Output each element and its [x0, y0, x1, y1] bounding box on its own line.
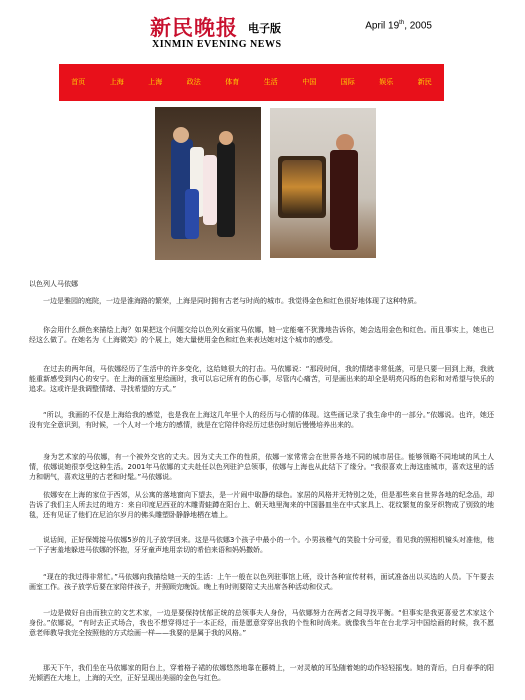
article-paragraph: 在过去的两年间，马依娜经历了生活中的许多变化，这给她很大的打击。马依娜说：“那段时间，我的情绪非常低落，可是只要一回到上海，我就能重新感受到内心的安宁。在上海的画室里绘画时，我可以忘记所有的伤心事，尽管内心痛苦，可是画出来的却全是明亮闪烁的色彩和对希望与快乐的追求。这或许是我调整情绪、寻找希望的方式。” — [29, 365, 494, 393]
nav-item-xinmin[interactable]: 新民 — [417, 78, 432, 86]
nav-item-home[interactable]: 首页 — [71, 78, 86, 86]
nav-item-life[interactable]: 生活 — [263, 78, 278, 86]
article-paragraph: “所以，我画的不仅是上海给我的感觉，也是我在上海这几年里个人的经历与心情的体现。这些画记录了我生命中的一部分。”依娜说。也许，她还没有完全意识到，有时候，一个人对一个地方的感情，就是在它陪伴你经历过悲伤时刻后慢慢培养出来的。 — [29, 411, 494, 429]
nav-item-shanghai-2[interactable]: 上海 — [148, 78, 163, 86]
nav-item-sports[interactable]: 体育 — [225, 78, 240, 86]
family-photo-icon — [155, 107, 261, 260]
article-paragraph: 那天下午，我们坐在马依娜家的阳台上，穿着格子裙的依娜悠然地靠在藤椅上，一对灵敏的耳坠随着她的动作轻轻摇曳。她的背后，白月春季的阳光倾洒在大地上，上海的天空，正好呈现出美丽的金色与红色。 — [29, 664, 494, 682]
masthead-edition: 电子版 — [248, 22, 281, 35]
nav-item-law[interactable]: 政法 — [186, 78, 201, 86]
article-paragraph: 身为艺术家的马依娜，有一个被外交官的丈夫。因为丈夫工作的性质，依娜一家常常会在世界各地不同的城市居住。能够领略不同地域的风土人情，依娜说她很享受这种生活。2001年马依娜的丈夫赴任以色列驻沪总领事，依娜与上海也从此结下了缘分。“我很喜欢上海这座城市，喜欢这里的活力和朝气，喜欢这里的古老和时髦。”马依娜说。 — [29, 453, 494, 481]
nav-item-entertainment[interactable]: 娱乐 — [379, 78, 394, 86]
masthead-subtitle: XINMIN EVENING NEWS — [152, 39, 282, 50]
masthead-title: 新民晚报 — [150, 15, 238, 40]
artist-painting-photo-icon — [270, 108, 376, 258]
masthead-logo[interactable] — [150, 12, 290, 54]
section-nav-bar — [59, 64, 444, 101]
article-caption: 以色列人马依娜 — [29, 280, 78, 288]
article-paragraph: 依娜安在上海的家位于西郊，从公寓的落地窗向下望去，是一片闹中取静的绿色。家居的风格并无特别之处，但是那些来自世界各地的纪念品，却告诉了我们主人所去过的地方：来自印度尼西亚的木雕青蛙蹲在阳台上、朝天地里淘来的中国器皿坐在中式家具上、花纹繁复的象牙织物成了别致的地毯，还有见证了他们在尼泊尔岁月的佛头雕塑卧静静地栖在墙上。 — [29, 491, 494, 519]
issue-date: April 19th, 2005 — [365, 20, 432, 32]
nav-item-shanghai[interactable]: 上海 — [109, 78, 124, 86]
article-paragraph: “现在的我过得非常忙。”马依娜向我描绘她一天的生活：上午一般在以色列驻事馆上班，设计各种宣传材料，面试准备出以买选的人员。下午要去画室工作。孩子放学后要在家陪伴孩子，并照顾完晚饭。晚上有时则要陪丈夫出席各种活动和仪式。 — [29, 573, 494, 591]
nav-item-china[interactable]: 中国 — [302, 78, 317, 86]
nav-item-international[interactable]: 国际 — [340, 78, 355, 86]
article-paragraph: 你会用什么颜色来描绘上海？如果把这个问题交给以色列女画家马依娜，她一定能毫不犹豫地告诉你，她会选用金色和红色。而且事实上，她也已经这么做了。在她名为《上海微笑》的个展上，她大量使用金色和红色来表达她对这个城市的感受。 — [29, 326, 494, 344]
article-paragraph: 一边是雅园的庭院，一边是淮海路的繁荣，上海是同时拥有古老与时尚的城市。我觉得金色和红色很好地体现了这种特质。 — [43, 297, 421, 305]
article-paragraph: 一边是做好自由而独立的文艺术家，一边是要保持忧郁正统的总领事夫人身份，马依娜努力在两者之间寻找平衡。“但事实是我更喜爱艺术家这个身份。”依娜说，“有时去正式场合，我也不想穿得过于一本正经，而是愿意穿穿出我的个性和时尚来。就像我当年在台北学习中国绘画的时候，我不愿意老师教导我完全按照他的方式绘画一样——我要的是属于我的风格。” — [29, 609, 494, 637]
article-paragraph: 说话间，正好保姆接马依娜5岁的儿子放学回来。这是马依娜3个孩子中最小的一个。小男孩稚气的笑脸十分可爱，看见我的照相机镜头对准他，他一下子害羞地躲进马依娜的怀抱，牙牙童声地用亲切的希伯来语和妈妈撒娇。 — [29, 536, 494, 554]
